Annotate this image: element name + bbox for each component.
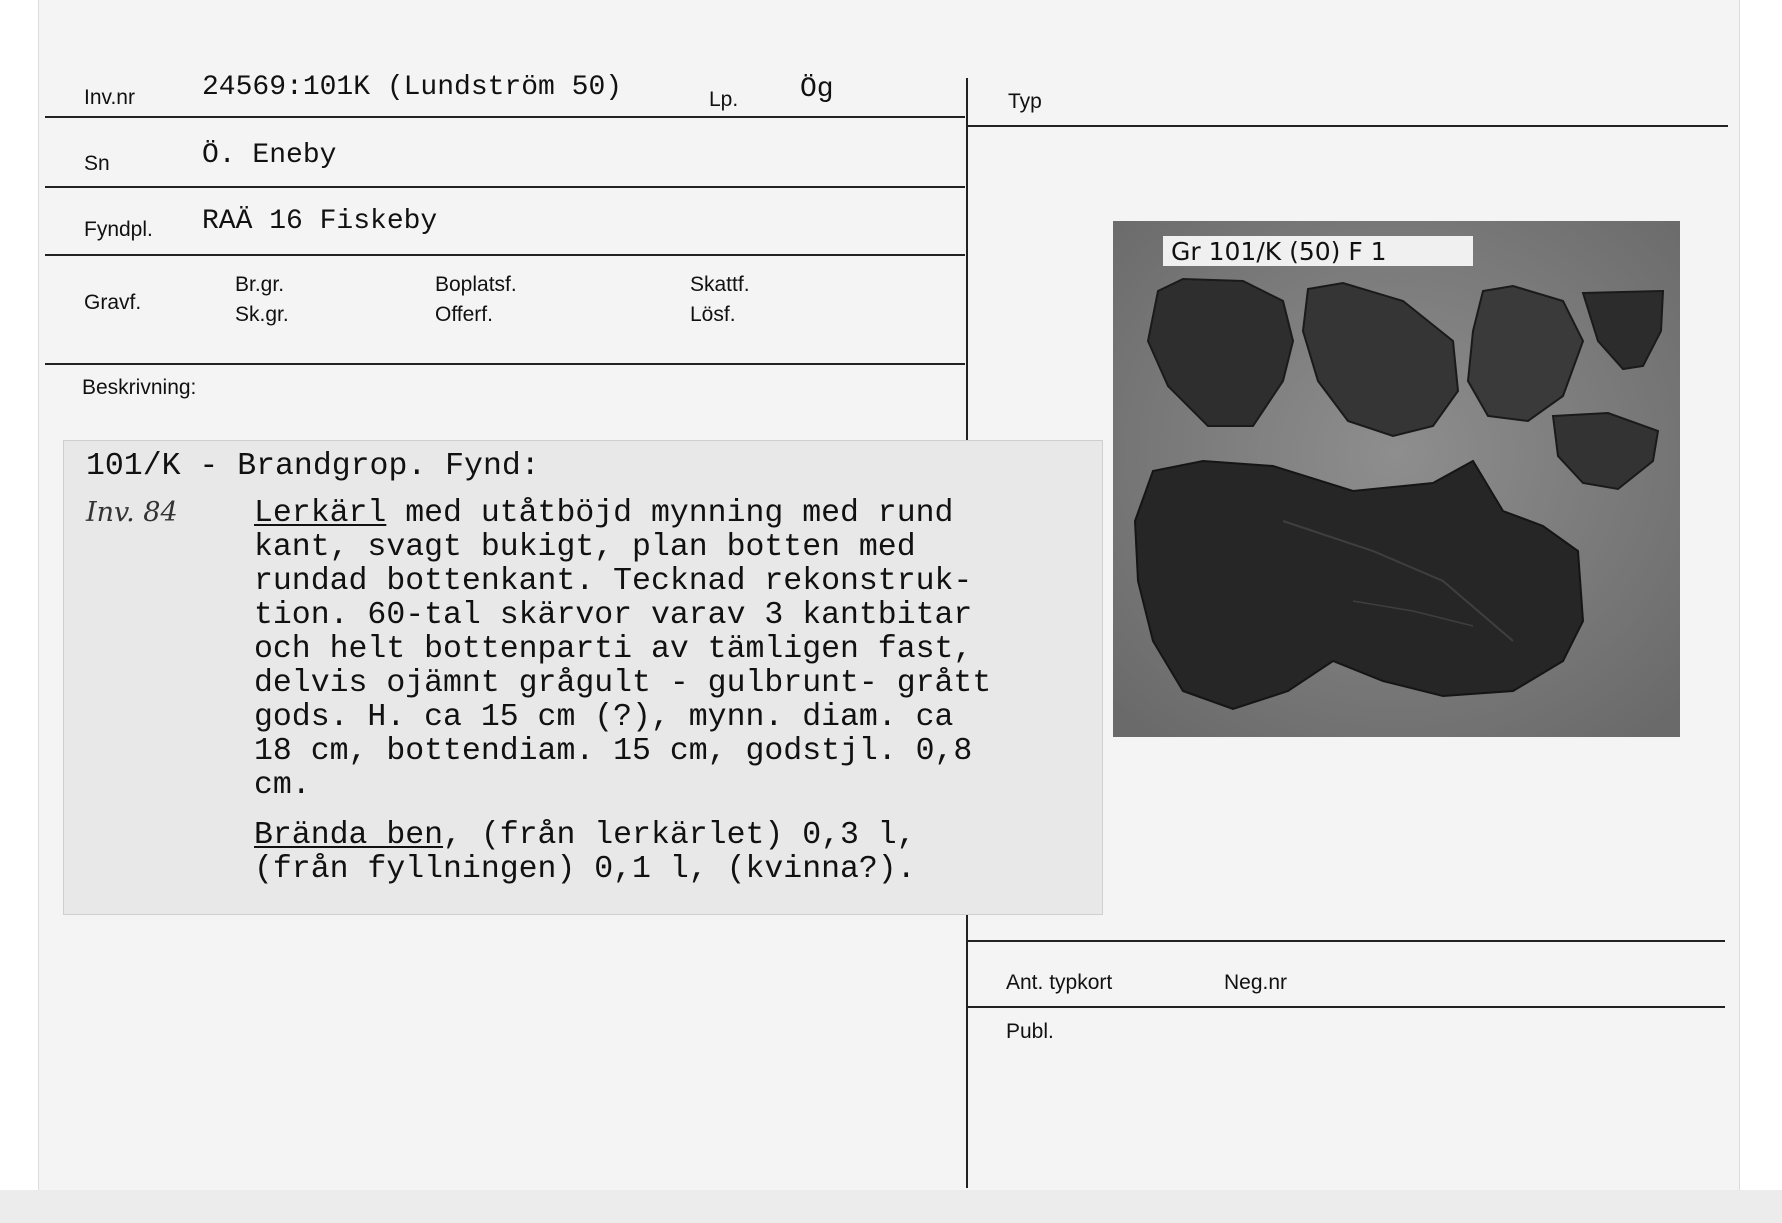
typ-label: Typ — [1008, 90, 1042, 113]
skattf-label: Skattf. — [690, 273, 750, 296]
slip-line: rundad bottenkant. Tecknad rekonstruk- — [254, 564, 973, 599]
publ-label: Publ. — [1006, 1020, 1054, 1043]
photo-caption: Gr 101/K (50) F 1 — [1171, 237, 1387, 266]
rule-gravf — [45, 363, 965, 365]
sn-value: Ö. Eneby — [202, 140, 337, 171]
negnr-label: Neg.nr — [1224, 971, 1288, 994]
rule-ant — [968, 940, 1725, 942]
slip-line: och helt bottenparti av tämligen fast, — [254, 632, 973, 667]
slip-line: (från fyllningen) 0,1 l, (kvinna?). — [254, 852, 916, 887]
inv-nr-value: 24569:101K (Lundström 50) — [202, 72, 623, 103]
sn-label: Sn — [84, 152, 110, 175]
lp-label: Lp. — [709, 88, 739, 111]
sherds-photo — [1113, 221, 1680, 737]
rule-typ — [968, 125, 1728, 127]
rule-sn — [45, 186, 965, 188]
margin-note: Inv. 84 — [86, 497, 178, 528]
offerf-label: Offerf. — [435, 303, 493, 326]
slip-line: Brända ben, (från lerkärlet) 0,3 l, — [254, 818, 916, 853]
slip-line: tion. 60-tal skärvor varav 3 kantbitar — [254, 598, 973, 633]
inv-nr-label: Inv.nr — [84, 86, 135, 109]
slip-line: cm. — [254, 768, 311, 803]
fyndpl-value: RAÄ 16 Fiskeby — [202, 206, 438, 237]
rule-inv — [45, 116, 965, 118]
description-slip — [63, 440, 1103, 915]
slip-line: 18 cm, bottendiam. 15 cm, godstjl. 0,8 — [254, 734, 973, 769]
scan-margin — [0, 1190, 1782, 1223]
boplatsf-label: Boplatsf. — [435, 273, 517, 296]
slip-line: delvis ojämnt grågult - gulbrunt- grått — [254, 666, 992, 701]
losf-label: Lösf. — [690, 303, 736, 326]
skgr-label: Sk.gr. — [235, 303, 289, 326]
slip-line: kant, svagt bukigt, plan botten med — [254, 530, 916, 565]
rule-fyndpl — [45, 254, 965, 256]
fyndpl-label: Fyndpl. — [84, 218, 153, 241]
beskrivning-label: Beskrivning: — [82, 376, 197, 399]
slip-line: gods. H. ca 15 cm (?), mynn. diam. ca — [254, 700, 954, 735]
slip-line: Lerkärl med utåtböjd mynning med rund — [254, 496, 954, 531]
ant-typkort-label: Ant. typkort — [1006, 971, 1113, 994]
gravf-label: Gravf. — [84, 291, 142, 314]
sherds-illustration — [1113, 221, 1680, 737]
rule-publ — [968, 1006, 1725, 1008]
lp-value: Ög — [800, 74, 834, 105]
slip-heading: 101/K - Brandgrop. Fynd: — [86, 449, 540, 484]
brgr-label: Br.gr. — [235, 273, 285, 296]
